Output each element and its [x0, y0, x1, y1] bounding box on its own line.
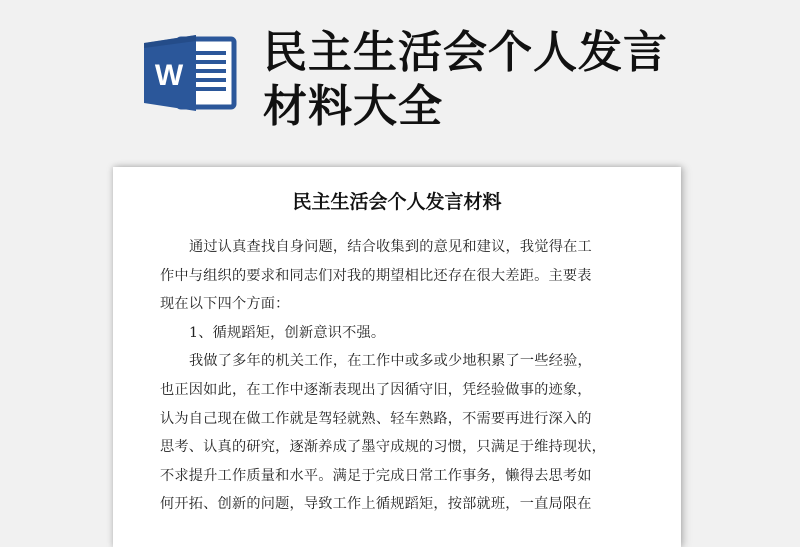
- banner: [0, 0, 800, 150]
- document-title: 民主生活会个人发言材料: [292, 191, 502, 213]
- word-icon-letter: W: [154, 59, 184, 92]
- page-headline: [263, 26, 783, 134]
- document-body: [160, 233, 640, 519]
- body-line: 作中与组织的要求和同志们对我的期望相比还存在很大差距。主要表: [160, 267, 592, 284]
- headline-line-1: 民主生活会个人发言: [263, 27, 668, 78]
- document-page: [113, 167, 681, 547]
- body-line: 何开拓、创新的问题，导致工作上循规蹈矩，按部就班，一直局限在: [160, 496, 592, 513]
- body-line: 不求提升工作质量和水平。满足于完成日常工作事务，懒得去思考如: [160, 467, 592, 484]
- body-line: 1、循规蹈矩，创新意识不强。: [189, 324, 386, 341]
- body-line: 现在以下四个方面：: [160, 296, 290, 313]
- word-document-icon: [142, 33, 238, 113]
- body-line: 认为自己现在做工作就是驾轻就熟、轻车熟路，不需要再进行深入的: [160, 410, 592, 427]
- body-line: 我做了多年的机关工作，在工作中或多或少地积累了一些经验，: [189, 353, 592, 370]
- body-line: 也正因如此，在工作中逐渐表现出了因循守旧，凭经验做事的迹象，: [160, 381, 592, 398]
- body-line: 通过认真查找自身问题，结合收集到的意见和建议，我觉得在工: [189, 239, 592, 255]
- headline-line-2: 材料大全: [263, 81, 443, 132]
- body-line: 思考、认真的研究，逐渐养成了墨守成规的习惯，只满足于维持现状，: [160, 439, 607, 456]
